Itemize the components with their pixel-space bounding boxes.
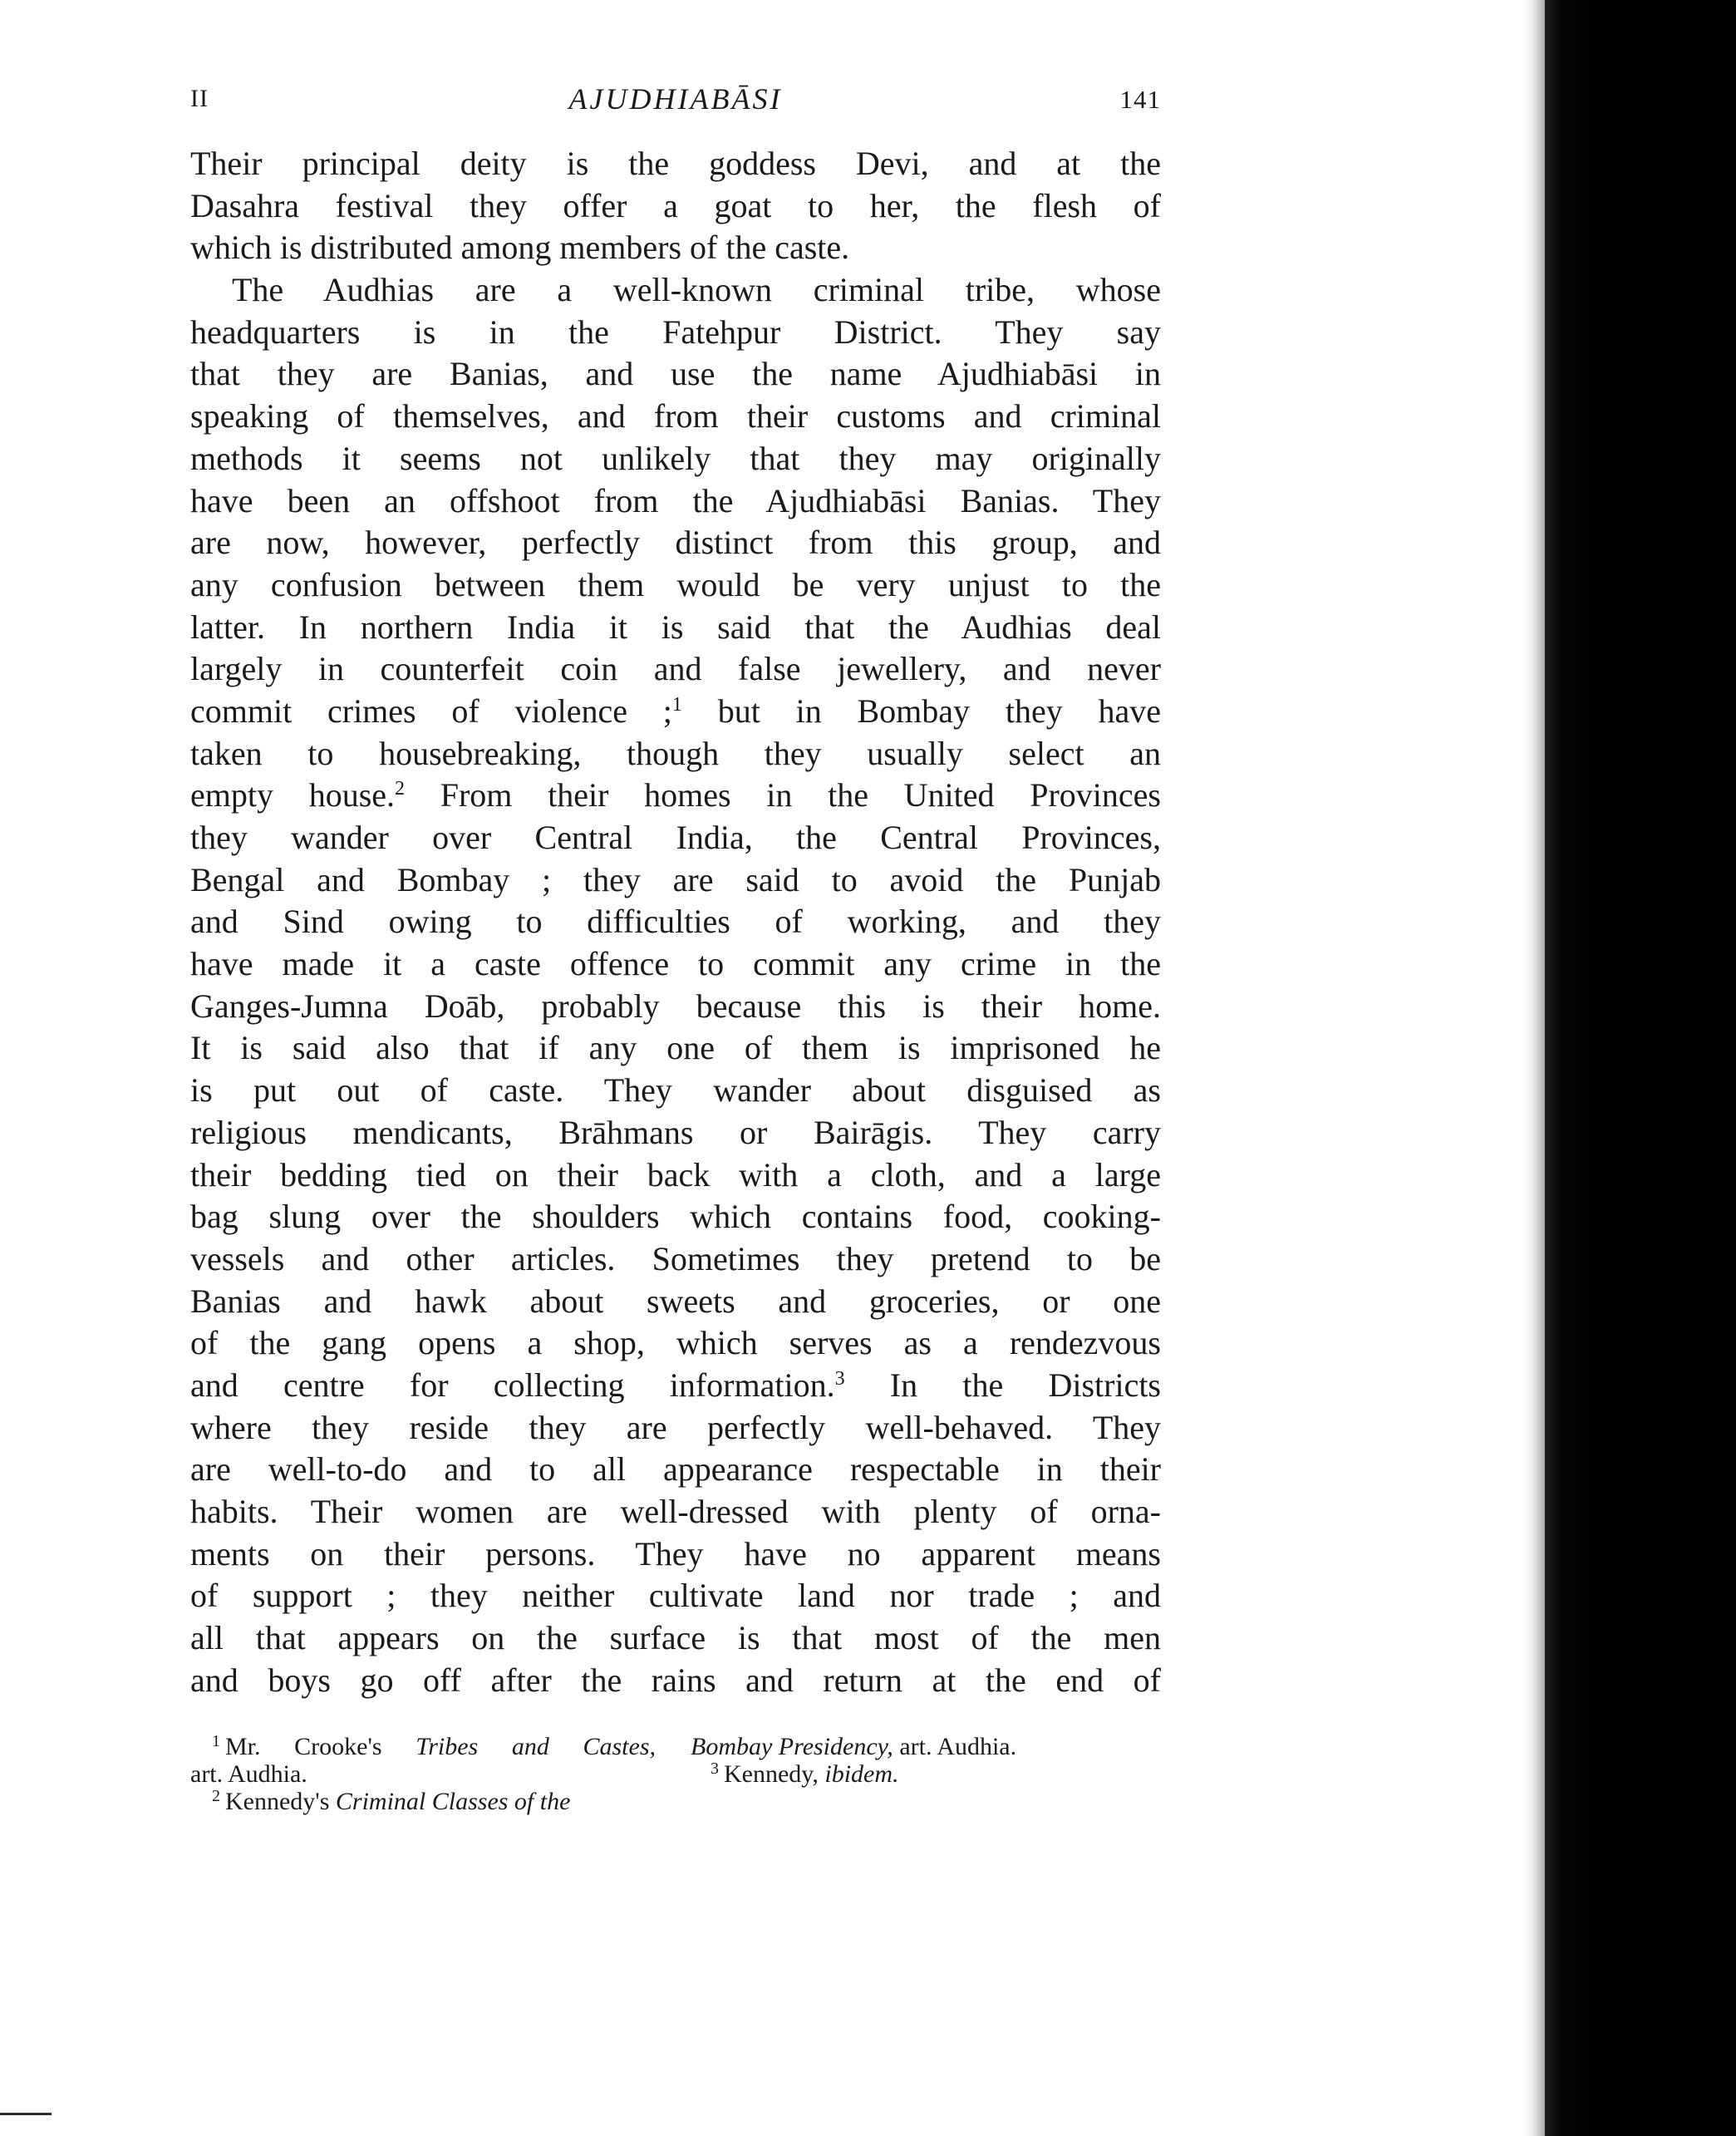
text-line: methods it seems not unlikely that they may originally (190, 439, 1161, 477)
text-line: any confusion between them would be very unjust to the (190, 565, 1161, 603)
line-text-before-note: and centre for collecting information. (190, 1366, 835, 1404)
text-line-with-note (190, 691, 1161, 733)
text-line: of support ; they neither cultivate land nor trade ; and (190, 1577, 1161, 1615)
footnote-1-text: Mr. Crooke's (225, 1733, 416, 1760)
footnotes-right-column (691, 1733, 1161, 1788)
text-line: where they reside they are perfectly well-behaved. They (190, 1408, 1161, 1446)
page-number: 141 (1119, 85, 1161, 114)
text-line: It is said also that if any one of them is imprisoned he (190, 1029, 1161, 1067)
text-line: are now, however, perfectly distinct from this group, and (190, 524, 1161, 562)
text-line: habits. Their women are well-dressed with plenty of orna- (190, 1493, 1161, 1530)
running-header (190, 81, 1161, 123)
body-text (190, 143, 1161, 1701)
footnote-3-title: ibidem. (824, 1760, 899, 1788)
scan-margin-mark (0, 2113, 52, 2115)
line-text-after-note: In the Districts (844, 1366, 1162, 1404)
footnote-3 (691, 1760, 1161, 1788)
text-line-with-note (190, 1365, 1161, 1407)
text-line: which is distributed among members of the caste. (190, 229, 850, 267)
text-line: that they are Banias, and use the name Ajudhiabāsi in (190, 355, 1161, 393)
text-line: is put out of caste. They wander about disguised as (190, 1071, 1161, 1110)
line-text-after-note: but in Bombay they have (681, 691, 1161, 730)
text-line: ments on their persons. They have no apparent means (190, 1534, 1161, 1572)
footnote-2-continuation-title: Bombay Presidency, (691, 1733, 893, 1760)
footnotes-left-column (190, 1733, 656, 1815)
text-line: have been an offshoot from the Ajudhiabāsi Banias. They (190, 481, 1161, 519)
binding-edge (1545, 0, 1736, 2136)
footnote-2-continuation-text: art. Audhia. (893, 1733, 1017, 1760)
text-line: and Sind owing to difficulties of working, and they (190, 903, 1161, 941)
text-line: and boys go off after the rains and return at the end of (190, 1661, 1161, 1699)
text-line: are well-to-do and to all appearance respectable in their (190, 1450, 1161, 1489)
text-line: latter. In northern India it is said that the Audhias deal (190, 608, 1161, 646)
text-line: Dasahra festival they offer a goat to her, the flesh of (190, 186, 1161, 224)
footnote-3-text: Kennedy, (724, 1760, 825, 1788)
text-line: largely in counterfeit coin and false jewellery, and never (190, 650, 1161, 688)
text-line: Ganges-Jumna Doāb, probably because this is their home. (190, 987, 1161, 1025)
text-line: bag slung over the shoulders which contains food, cooking- (190, 1198, 1161, 1236)
text-line: speaking of themselves, and from their customs and criminal (190, 397, 1161, 436)
footnote-1-continuation: art. Audhia. (190, 1760, 307, 1788)
text-line-with-note (190, 775, 1161, 817)
text-line: Their principal deity is the goddess Devi, and at the (190, 145, 1161, 182)
footnote-1 (190, 1733, 656, 1760)
line-text-before-note: empty house. (190, 776, 396, 815)
text-line: taken to housebreaking, though they usually select an (190, 734, 1161, 772)
footnote-2-text: Kennedy's (225, 1788, 336, 1815)
chapter-numeral: II (190, 85, 209, 112)
footnote-mark-1: 1 (212, 1732, 220, 1750)
footnote-reference-2: 2 (395, 778, 406, 800)
line-text-after-note: From their homes in the United Provinces (405, 776, 1161, 815)
line-text-before-note: commit crimes of violence ; (190, 691, 672, 730)
footnote-reference-3: 3 (834, 1367, 845, 1390)
text-line: they wander over Central India, the Central Provinces, (190, 819, 1161, 856)
text-line: all that appears on the surface is that most of the men (190, 1619, 1161, 1657)
text-line: of the gang opens a shop, which serves as a rendezvous (190, 1324, 1161, 1362)
footnote-2 (190, 1788, 656, 1815)
footnote-reference-1: 1 (671, 693, 682, 716)
text-line: have made it a caste offence to commit any crime in the (190, 945, 1161, 983)
footnote-mark-2: 2 (212, 1787, 220, 1805)
footnote-mark-3: 3 (711, 1759, 719, 1778)
text-line: headquarters is in the Fatehpur District. They say (190, 313, 1161, 351)
running-title: AJUDHIABĀSI (568, 82, 783, 116)
text-line: their bedding tied on their back with a cloth, and a large (190, 1155, 1161, 1194)
footnote-2-continuation (691, 1733, 1161, 1760)
binding-shadow (1522, 0, 1547, 2136)
footnote-1-title: Tribes and Castes, (416, 1733, 656, 1760)
text-line: vessels and other articles. Sometimes they pretend to be (190, 1239, 1161, 1277)
text-line: religious mendicants, Brāhmans or Bairāgis. They carry (190, 1113, 1161, 1151)
text-line: Bengal and Bombay ; they are said to avoid the Punjab (190, 860, 1161, 898)
paragraph-start-line: The Audhias are a well-known criminal tribe, whose (232, 271, 1161, 309)
footnote-2-title: Criminal Classes of the (335, 1788, 571, 1815)
text-line: Banias and hawk about sweets and groceries, or one (190, 1282, 1161, 1320)
